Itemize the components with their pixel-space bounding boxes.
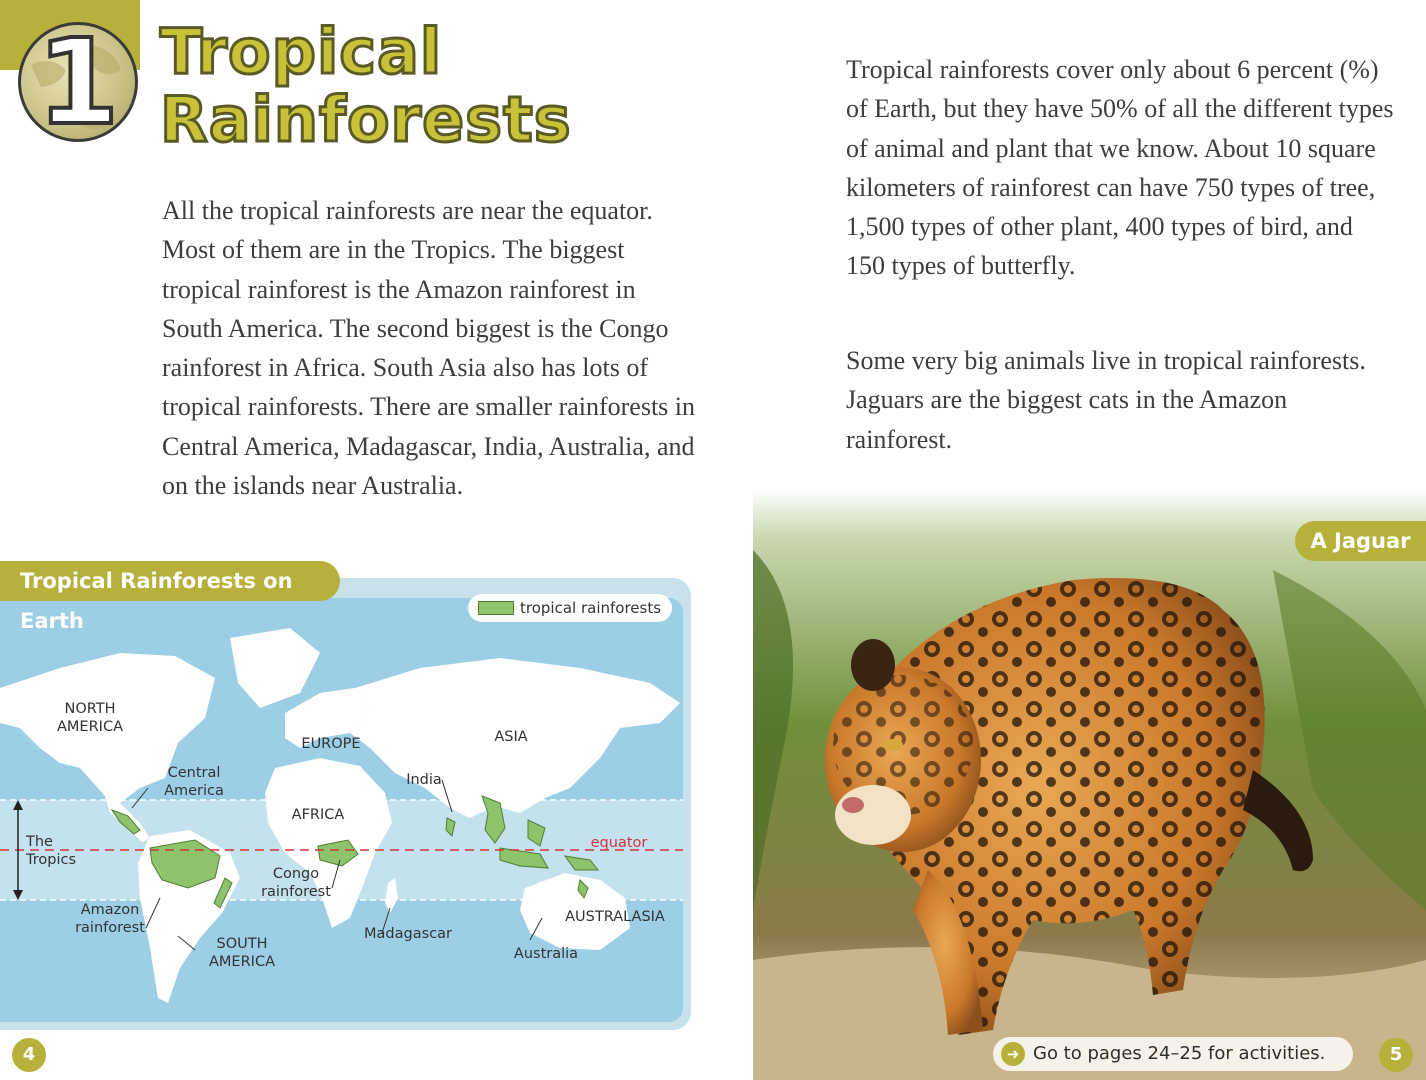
page-number-left: 4 <box>12 1038 46 1072</box>
title-line-2: Rainforests <box>160 83 572 156</box>
intro-paragraph: All the tropical rainforests are near the equator. Most of them are in the Tropics. The biggest tropical rainforest is the Amazon rainforest in South America. The second biggest is the Congo rainforest in Africa. South Asia also has lots of tropical rainforests. There are smaller rainforests in Central America, Madagascar, India, Australia, and on the islands near Australia. <box>162 196 696 501</box>
jaguar-nose <box>842 797 864 813</box>
label-asia: ASIA <box>494 729 528 745</box>
map-legend <box>468 594 672 622</box>
label-equator: equator <box>590 835 648 851</box>
label-central-america: Central America <box>164 765 224 799</box>
label-madagascar: Madagascar <box>364 926 452 942</box>
animals-paragraph: Some very big animals live in tropical rainforests. Jaguars are the biggest cats in the Amazon rainforest. <box>846 346 1366 454</box>
jaguar-image <box>753 490 1426 1080</box>
photo-caption-label: A Jaguar <box>1295 521 1426 561</box>
jaguar-muzzle <box>835 785 911 845</box>
activities-link-label: Go to pages 24–25 for activities. <box>1033 1043 1326 1064</box>
jaguar-ear <box>851 639 895 691</box>
label-amazon: Amazon rainforest <box>75 902 145 936</box>
chapter-number: 1 <box>36 22 120 142</box>
label-congo: Congo rainforest <box>261 866 331 900</box>
label-north-america: NORTH AMERICA <box>57 701 123 735</box>
label-australasia: AUSTRALASIA <box>565 909 665 925</box>
label-india: India <box>406 772 442 788</box>
biodiversity-paragraph: Tropical rainforests cover only about 6 percent (%) of Earth, but they have 50% of all the different types of animal and plant that we know. About 10 square kilometers of rainforest can have 750 types of tree, 1,500 types of other plant, 400 types of bird, and 150 types of butterfly. <box>846 55 1394 281</box>
map-frame <box>0 578 691 1030</box>
page-number-right: 5 <box>1379 1038 1413 1072</box>
label-australia: Australia <box>513 946 579 962</box>
right-page <box>713 0 1426 1080</box>
title-line-1: Tropical <box>160 15 443 88</box>
activities-link[interactable] <box>993 1037 1353 1071</box>
arrow-right-icon: ➜ <box>1001 1042 1025 1066</box>
legend-label: tropical rainforests <box>520 599 662 617</box>
page-title <box>160 15 572 156</box>
legend-swatch <box>478 601 514 615</box>
label-africa: AFRICA <box>291 807 345 823</box>
label-south-america: SOUTH AMERICA <box>209 936 275 970</box>
jaguar-eye <box>883 739 903 751</box>
map-title: Tropical Rainforests on Earth <box>0 561 340 601</box>
label-europe: EUROPE <box>301 736 361 752</box>
label-tropics: The Tropics <box>26 834 76 868</box>
jaguar-photo <box>753 490 1426 1080</box>
chapter-badge <box>18 22 138 142</box>
